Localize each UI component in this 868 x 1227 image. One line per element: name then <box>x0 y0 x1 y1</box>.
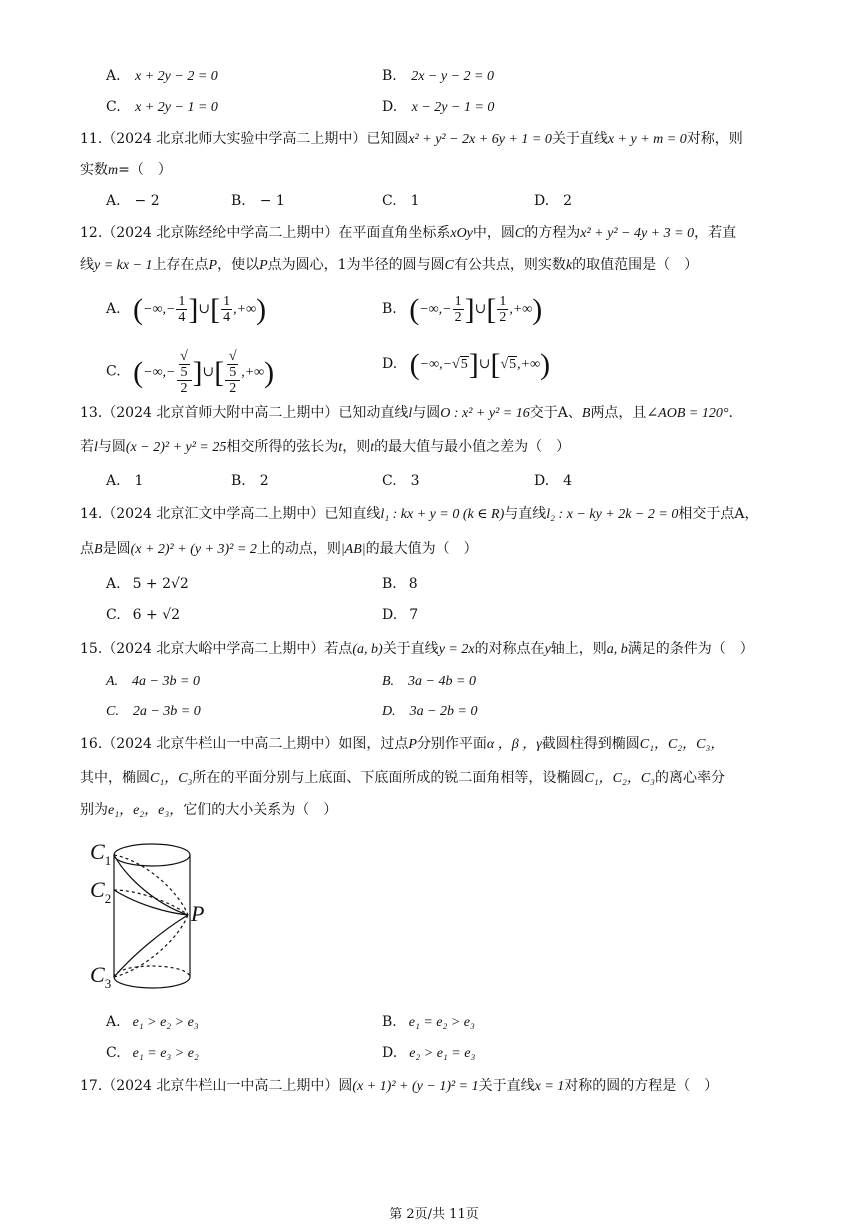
variable: a, b <box>606 642 628 657</box>
top-ellipse <box>114 844 190 866</box>
question-source: （2024 北京汇文中学高二上期中） <box>102 506 325 522</box>
q13-option-b: B. 2 <box>231 473 269 489</box>
variable: t <box>370 440 375 455</box>
q15-option-d: D. 3a − 2b = 0 <box>382 704 478 719</box>
option-label: D. <box>382 99 398 115</box>
stem-text: 交于 <box>529 405 558 421</box>
question-source: （2024 北京北师大实验中学高二上期中） <box>102 131 367 147</box>
stem-text: 轴上，则 <box>550 641 607 657</box>
line-equation: y = 2x <box>438 642 475 657</box>
variable: C <box>444 258 454 273</box>
point-label: A <box>557 405 568 421</box>
cylinder-figure <box>88 835 218 1000</box>
stem-text: 有公共点，则实数 <box>453 257 566 273</box>
line-equation: x = 1 <box>534 1079 565 1094</box>
option-label: C. <box>106 607 121 623</box>
q16-stem-line1 <box>80 734 724 755</box>
question-source: （2024 北京大峪中学高二上期中） <box>102 641 325 657</box>
ellipse-c3-front <box>114 915 188 977</box>
stem-text: 是圆 <box>102 541 131 557</box>
option-text: x + 2y − 1 = 0 <box>135 100 218 115</box>
line-equation: l₂ : x − ky + 2k − 2 = 0 <box>546 507 679 522</box>
question-source: （2024 北京首师大附中高二上期中） <box>102 405 339 421</box>
stem-text: ，使以 <box>217 257 260 273</box>
stem-text: 它们的大小关系为（ ） <box>183 802 338 818</box>
line-equation: y = kx − 1 <box>94 258 153 273</box>
question-source: （2024 北京牛栏山一中高二上期中） <box>102 736 339 752</box>
q10-option-d <box>382 97 494 118</box>
stem-text: 上的动点，则 <box>256 541 341 557</box>
q15-stem <box>80 639 754 660</box>
question-number: 11. <box>80 131 103 147</box>
option-label: D. <box>382 607 398 623</box>
label-p: P <box>191 901 205 926</box>
q15-option-c: C. 2a − 3b = 0 <box>106 704 201 719</box>
stem-text: 别为 <box>80 802 108 818</box>
stem-text: 两点，且 <box>590 405 647 421</box>
variable: P <box>408 737 417 752</box>
stem-text: 的最大值为（ ） <box>365 541 478 557</box>
q12-option-a <box>106 294 266 325</box>
stem-text: 的取值范围是（ ） <box>572 257 699 273</box>
stem-text: 的最大值与最小值之差为（ ） <box>374 439 571 455</box>
stem-text: 相交所得的弦长为 <box>226 439 339 455</box>
q15-option-b: B. 3a − 4b = 0 <box>382 674 476 689</box>
option-label: A. <box>106 1014 121 1030</box>
option-label: C. <box>106 1045 121 1061</box>
stem-text: 与圆 <box>412 405 441 421</box>
q10-option-b <box>382 66 494 87</box>
q17-stem <box>80 1076 718 1097</box>
q14-option-c <box>106 605 180 625</box>
stem-text: 其中，椭圆 <box>80 770 150 786</box>
q16-stem-line2 <box>80 768 725 789</box>
line-equation: l₁ : kx + y = 0 (k ∈ R) <box>380 507 505 522</box>
q10-option-a <box>106 66 218 87</box>
question-number: 15. <box>80 641 103 657</box>
stem-text: ， <box>744 506 759 522</box>
question-number: 12. <box>80 225 103 241</box>
stem-text: 实数 <box>80 162 108 178</box>
interval-expression: (−∞,− √ 5 2 ]∪[ √ 5 2 ,+∞) <box>133 349 275 396</box>
stem-text: =（ ） <box>118 162 172 178</box>
q11-option-d: D. 2 <box>534 193 573 209</box>
stem-text: 已知动直线 <box>338 405 409 421</box>
stem-text: 相交于点 <box>678 506 735 522</box>
q16-option-a <box>106 1012 199 1033</box>
q13-option-a: A. 1 <box>106 473 144 489</box>
q13-option-d: D. 4 <box>534 473 573 489</box>
stem-text: 与直线 <box>504 506 547 522</box>
line-equation: x + y + m = 0 <box>607 132 687 147</box>
label-c3: $C_3$ <box>90 962 112 991</box>
q11-option-a: A. − 2 <box>106 193 160 209</box>
option-label: C. <box>106 99 121 115</box>
variable: P <box>259 258 268 273</box>
q16-option-b <box>382 1012 475 1033</box>
stem-text: 关于直线 <box>382 641 439 657</box>
q11-option-b: B. − 1 <box>231 193 285 209</box>
bottom-ellipse-front <box>114 977 190 988</box>
variable: t <box>338 440 343 455</box>
ellipse-c1-front <box>114 855 188 915</box>
bottom-ellipse-back <box>114 966 190 977</box>
interval-expression: (−∞,− $\frac{1}{2}$ ]∪[ $\frac{1}{2}$ ,+∞) <box>409 292 543 326</box>
stem-text: 在平面直角坐标系 <box>338 225 451 241</box>
q12-stem-line1 <box>80 223 736 244</box>
q11-option-c: C. 1 <box>382 193 420 209</box>
q14-option-b <box>382 574 418 594</box>
q11-stem-line1 <box>80 129 743 150</box>
q14-stem-line2 <box>80 539 478 560</box>
option-text: 7 <box>409 607 419 623</box>
variable: y <box>544 642 551 657</box>
stem-text: 关于直线 <box>551 131 608 147</box>
q14-stem-line1 <box>80 504 758 525</box>
option-label: B. <box>382 576 397 592</box>
q12-option-d <box>382 349 550 380</box>
option-text: 6 + √2 <box>132 607 181 623</box>
circle-equation: (x + 1)² + (y − 1)² = 1 <box>352 1079 479 1094</box>
stem-text: 的方程为 <box>524 225 581 241</box>
option-label: D. <box>382 356 398 372</box>
option-text: e₁ = e₂ > e₃ <box>408 1015 475 1030</box>
eccentricity-names: e₁，e₂，e₃， <box>108 803 184 818</box>
question-number: 17. <box>80 1078 103 1094</box>
stem-text: 上存在点 <box>152 257 209 273</box>
option-text: 2x − y − 2 = 0 <box>411 69 494 84</box>
stem-text: 已知圆 <box>366 131 409 147</box>
option-label: B. <box>382 1014 397 1030</box>
option-label: A. <box>106 576 121 592</box>
q14-option-d <box>382 605 418 625</box>
stem-text: 为半径的圆与圆 <box>346 257 445 273</box>
distance-expression: |AB| <box>340 542 366 557</box>
stem-text: 点为圆心， <box>267 257 338 273</box>
variable: m <box>108 163 119 178</box>
option-label: A. <box>106 301 121 317</box>
stem-text: 圆 <box>338 1078 353 1094</box>
stem-text: 的对称点在 <box>474 641 545 657</box>
stem-text: ，若直 <box>694 225 737 241</box>
option-label: D. <box>382 1045 398 1061</box>
circle-equation: x² + y² − 4y + 3 = 0 <box>580 226 695 241</box>
number: 1 <box>337 257 347 273</box>
question-number: 14. <box>80 506 103 522</box>
option-label: B. <box>382 301 397 317</box>
stem-text: 已知直线 <box>324 506 381 522</box>
q16-stem-line3 <box>80 800 337 821</box>
stem-text: 关于直线 <box>478 1078 535 1094</box>
variable: k <box>565 258 573 273</box>
q14-option-a <box>106 574 189 594</box>
interval-expression: (−∞,−√5]∪[√5,+∞) <box>409 347 551 381</box>
plane-names: α ，β ，γ <box>486 737 542 752</box>
stem-text: 点 <box>80 541 94 557</box>
option-label: A. <box>106 68 121 84</box>
stem-text: . <box>728 405 733 421</box>
stem-text: 、 <box>567 405 582 421</box>
q15-option-a: A. 4a − 3b = 0 <box>106 674 200 689</box>
stem-text: 与圆 <box>97 439 126 455</box>
q16-option-c <box>106 1043 199 1064</box>
page-footer: 第 2页/共 11页 <box>389 1207 479 1222</box>
question-source: （2024 北京牛栏山一中高二上期中） <box>102 1078 339 1094</box>
stem-text: 所在的平面分别与上底面、下底面所成的锐二面角相等，设椭圆 <box>192 770 585 786</box>
ellipse-names: C₁，C₃ <box>150 771 193 786</box>
stem-text: 截圆柱得到椭圆 <box>541 736 640 752</box>
option-text: 5 + 2√2 <box>132 576 189 592</box>
stem-text: 如图，过点 <box>338 736 409 752</box>
angle-expression: ∠AOB = 120° <box>646 406 729 421</box>
q11-stem-line2 <box>80 160 172 181</box>
stem-text: 分别作平面 <box>416 736 487 752</box>
option-label: C. <box>106 363 121 380</box>
variable: P <box>208 258 218 273</box>
stem-text: 的离心率分 <box>655 770 726 786</box>
stem-text: ，则 <box>342 439 371 455</box>
interval-expression: (−∞,− $\frac{1}{4}$ ]∪[ $\frac{1}{4}$ ,+∞) <box>133 292 267 326</box>
option-text: 8 <box>408 576 418 592</box>
stem-text: 对称，则 <box>686 131 743 147</box>
question-number: 13. <box>80 405 103 421</box>
question-number: 16. <box>80 736 103 752</box>
variable: l <box>408 406 413 421</box>
option-text: e₁ = e₃ > e₂ <box>132 1046 199 1061</box>
variable: C <box>514 226 525 241</box>
option-text: x + 2y − 2 = 0 <box>135 69 218 84</box>
option-text: e₂ > e₁ = e₃ <box>409 1046 476 1061</box>
q16-option-d <box>382 1043 475 1064</box>
stem-text: 若点 <box>324 641 353 657</box>
stem-text: 中，圆 <box>472 225 515 241</box>
point-label: B <box>94 542 103 557</box>
q12-option-c <box>106 349 274 396</box>
option-label: B. <box>382 68 397 84</box>
ellipse-names: C₁，C₂，C₃ <box>584 771 656 786</box>
point-expression: (a, b) <box>352 642 383 657</box>
point-label: A <box>734 506 745 522</box>
q10-option-c <box>106 97 218 118</box>
ellipse-names: C₁，C₂，C₃， <box>639 737 725 752</box>
stem-text: 线 <box>80 257 94 273</box>
stem-text: 对称的圆的方程是（ ） <box>564 1078 719 1094</box>
label-c1: $C_1$ <box>90 839 112 868</box>
label-c2: $C_2$ <box>90 877 112 906</box>
point-label: B <box>581 406 591 421</box>
circle-equation: (x − 2)² + y² = 25 <box>125 440 227 455</box>
ellipse-c1-back <box>114 855 188 915</box>
question-source: （2024 北京陈经纶中学高二上期中） <box>102 225 339 241</box>
q13-stem-line1 <box>80 403 733 424</box>
stem-text: 若 <box>80 439 94 455</box>
stem-text: 满足的条件为（ ） <box>627 641 754 657</box>
circle-equation: (x + 2)² + (y + 3)² = 2 <box>130 542 257 557</box>
variable: l <box>94 440 98 455</box>
q13-stem-line2 <box>80 437 570 458</box>
q12-stem-line2 <box>80 255 698 276</box>
circle-equation: x² + y² − 2x + 6y + 1 = 0 <box>408 132 552 147</box>
option-text: x − 2y − 1 = 0 <box>411 100 495 115</box>
option-text: e₁ > e₂ > e₃ <box>132 1015 199 1030</box>
circle-equation: O : x² + y² = 16 <box>440 406 530 421</box>
q12-option-b <box>382 294 542 325</box>
q13-option-c: C. 3 <box>382 473 420 489</box>
ellipse-c3-back <box>114 915 188 977</box>
coordinate-system: xOy <box>450 226 473 241</box>
